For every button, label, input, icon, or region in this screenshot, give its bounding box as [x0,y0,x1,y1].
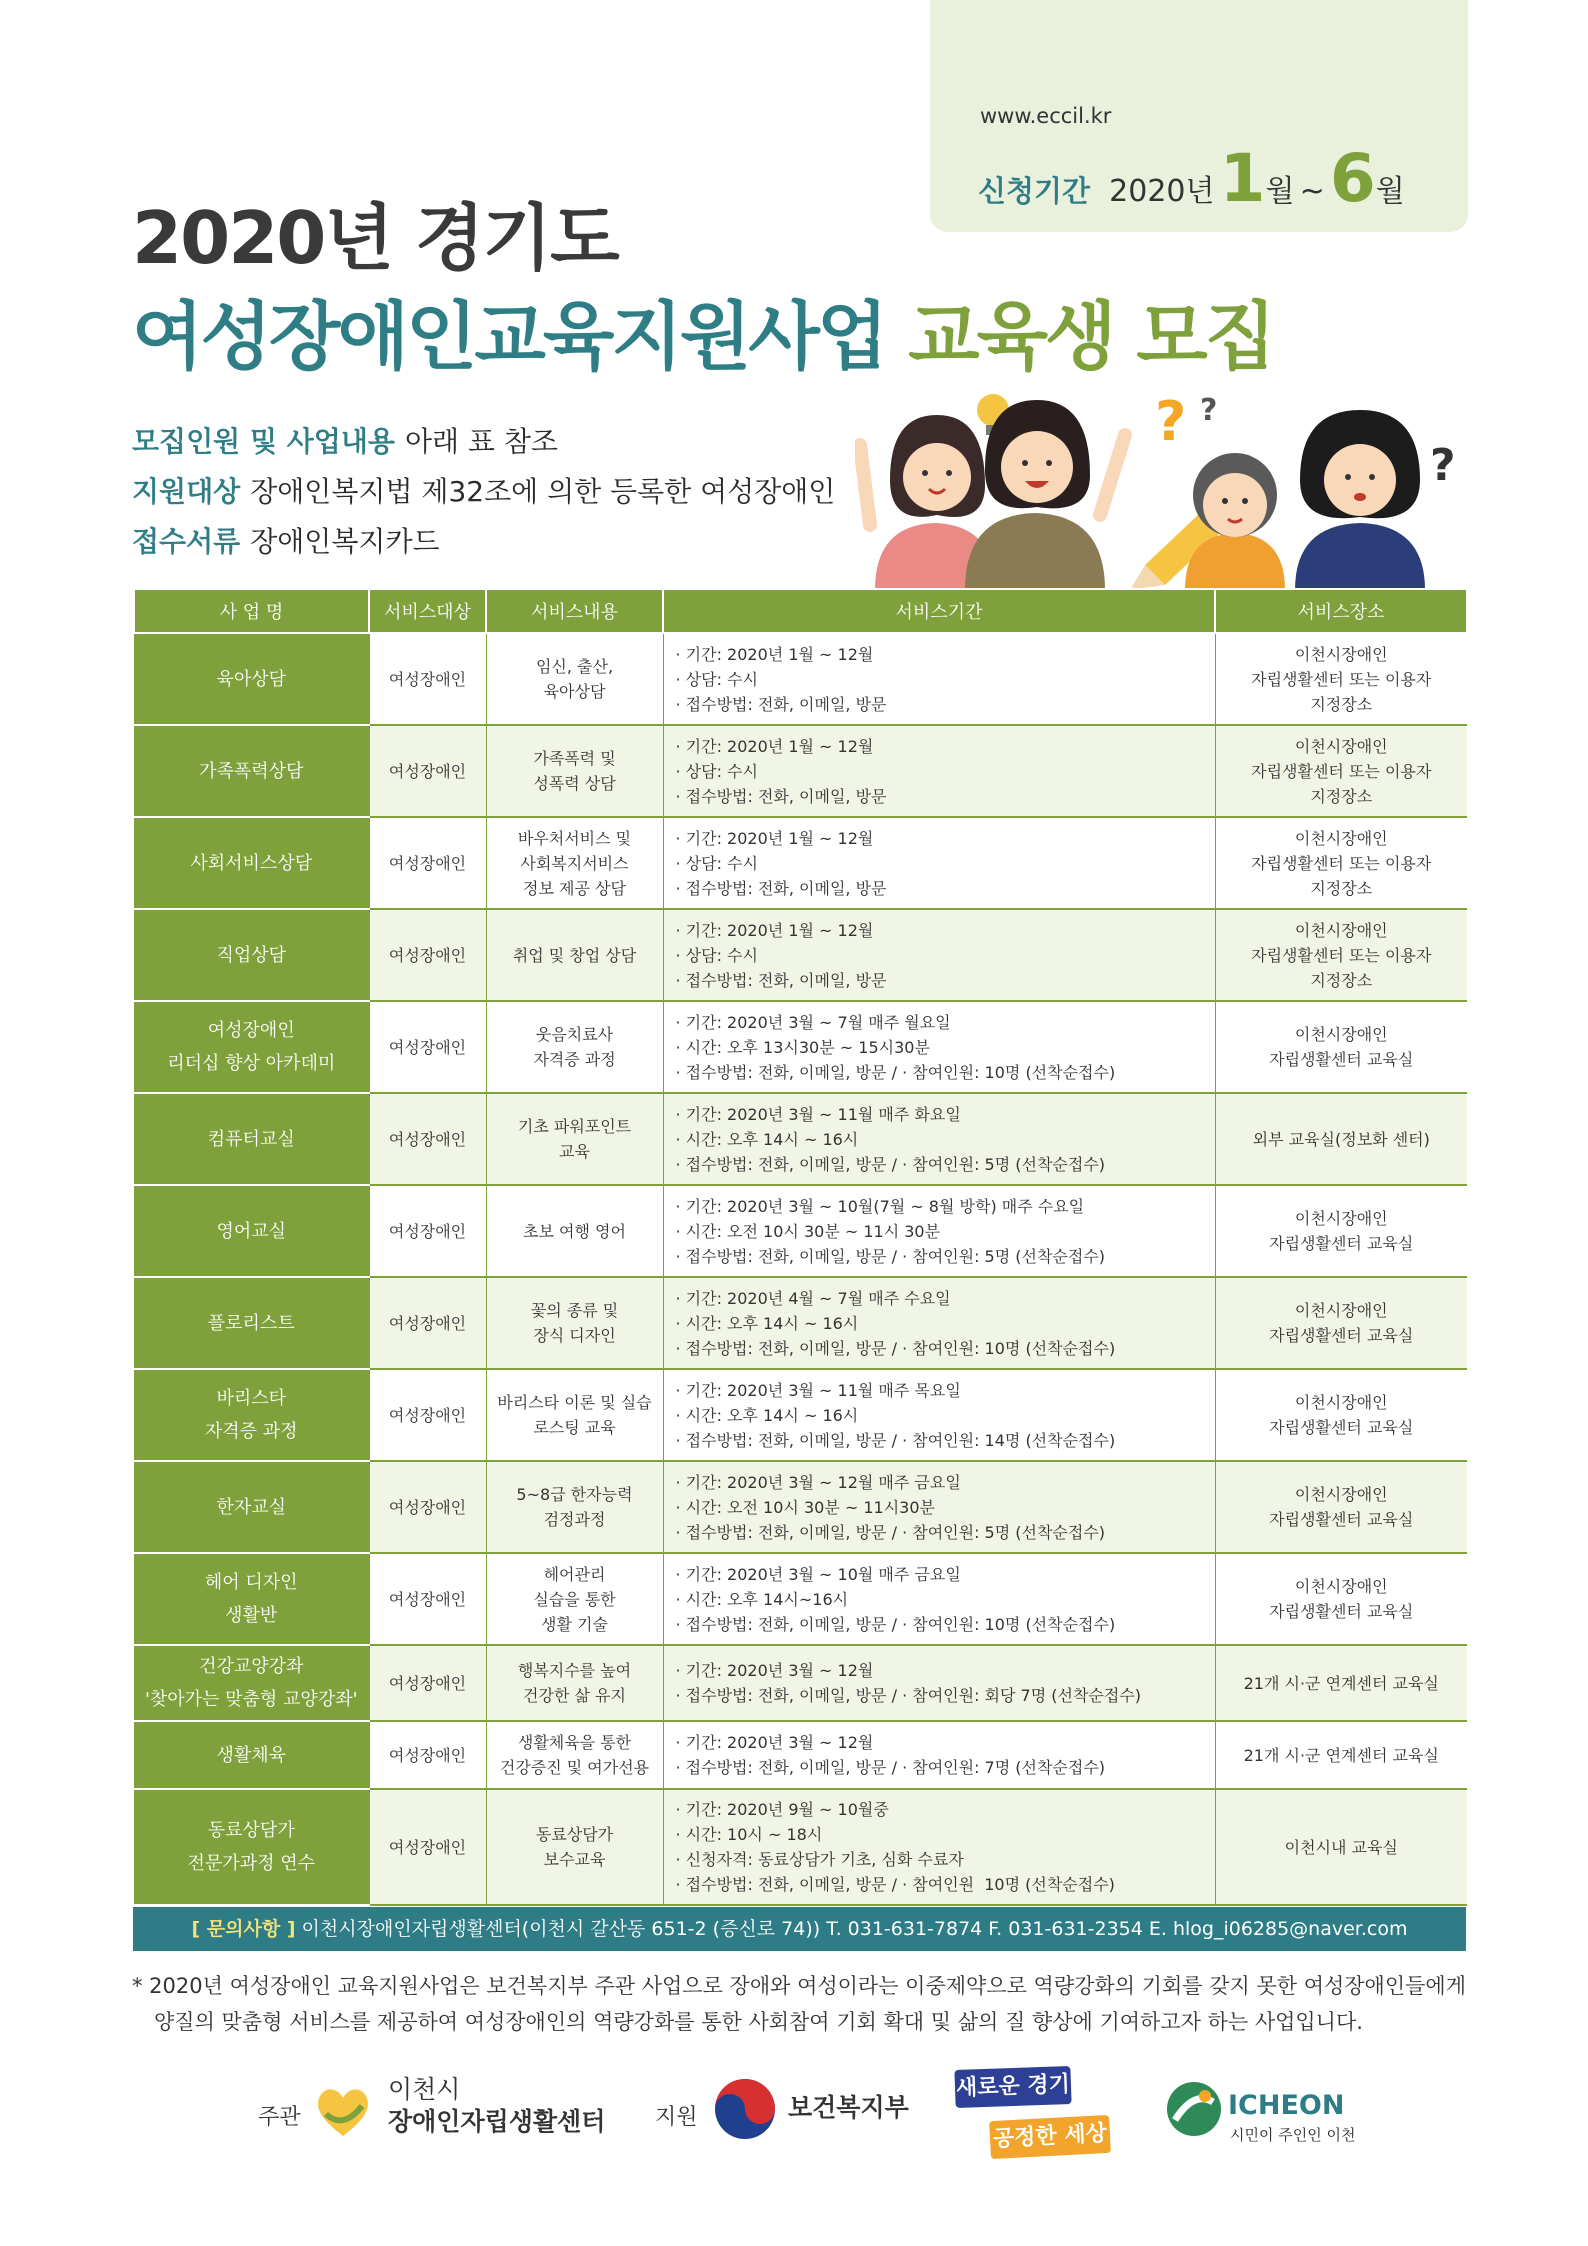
row-place-cell: 이천시장애인 자립생활센터 또는 이용자 지정장소 [1215,817,1467,909]
row-target-cell: 여성장애인 [369,1461,486,1553]
table-row [134,1789,1467,1905]
row-content-cell: 초보 여행 영어 [486,1185,663,1277]
table-row [134,1093,1467,1185]
row-name-cell: 생활체육 [134,1721,369,1789]
row-place-cell: 21개 시·군 연계센터 교육실 [1215,1645,1467,1721]
row-place-cell: 이천시장애인 자립생활센터 교육실 [1215,1277,1467,1369]
row-target-cell: 여성장애인 [369,1369,486,1461]
table-row [134,1369,1467,1461]
period-month1: 월 [1265,174,1295,209]
row-name-cell: 사회서비스상담 [134,817,369,909]
host-label: 주관 [258,2105,301,2130]
contact-text: 이천시장애인자립생활센터(이천시 갈산동 651-2 (증신로 74)) T. 031-631-7874 F. 031-631-2354 E. hlog_i06285@naver.com [301,1918,1408,1940]
row-place-cell: 이천시장애인 자립생활센터 또는 이용자 지정장소 [1215,909,1467,1001]
period-year: 2020년 [1109,174,1215,209]
row-target-cell: 여성장애인 [369,1277,486,1369]
icheon-logo-icon [1165,2080,1223,2138]
table-row [134,909,1467,1001]
row-target-cell: 여성장애인 [369,725,486,817]
footnote-line2: 양질의 맞춤형 서비스를 제공하여 여성장애인의 역량강화를 통한 사회참여 기회 확대 및 삶의 질 향상에 기여하고자 하는 사업입니다. [154,2010,1363,2034]
row-content-cell: 바리스타 이론 및 실습 로스팅 교육 [486,1369,663,1461]
table-row [134,1553,1467,1645]
application-period [978,140,1405,217]
period-start: 1 [1219,140,1266,217]
host-name-1: 이천시 [388,2075,461,2104]
row-content-cell: 바우처서비스 및 사회복지서비스 정보 제공 상담 [486,817,663,909]
row-period-cell: · 기간: 2020년 3월 ~ 11월 매주 목요일 · 시간: 오후 14시 ~ 16시 · 접수방법: 전화, 이메일, 방문 / · 참여인원: 14명 (선착순접수) [663,1369,1215,1461]
contact-bar [133,1907,1466,1951]
row-name-cell: 육아상담 [134,633,369,725]
period-month2: 월 [1375,174,1405,209]
service-table [133,588,1468,1906]
col-header-target: 서비스대상 [369,589,486,633]
icheon-logo-text: ICHEON [1228,2090,1345,2121]
row-name-cell: 영어교실 [134,1185,369,1277]
row-period-cell: · 기간: 2020년 3월 ~ 10월(7월 ~ 8월 방학) 매주 수요일 · 시간: 오전 10시 30분 ~ 11시 30분 · 접수방법: 전화, 이메일, 방문 / · 참여인원: 5명 (선착순접수) [663,1185,1215,1277]
women-illustration [855,385,1465,590]
row-content-cell: 취업 및 창업 상담 [486,909,663,1001]
row-period-cell: · 기간: 2020년 3월 ~ 11월 매주 화요일 · 시간: 오후 14시 ~ 16시 · 접수방법: 전화, 이메일, 방문 / · 참여인원: 5명 (선착순접수) [663,1093,1215,1185]
info-value: 아래 표 참조 [404,425,558,458]
row-period-cell: · 기간: 2020년 3월 ~ 12월 매주 금요일 · 시간: 오전 10시 30분 ~ 11시30분 · 접수방법: 전화, 이메일, 방문 / · 참여인원: 5명 (선착순접수) [663,1461,1215,1553]
footnote [132,1968,1472,2040]
support-label: 지원 [655,2105,698,2130]
table-row [134,1721,1467,1789]
row-content-cell: 기초 파워포인트 교육 [486,1093,663,1185]
row-period-cell: · 기간: 2020년 1월 ~ 12월 · 상담: 수시 · 접수방법: 전화, 이메일, 방문 [663,633,1215,725]
row-period-cell: · 기간: 2020년 1월 ~ 12월 · 상담: 수시 · 접수방법: 전화, 이메일, 방문 [663,909,1215,1001]
row-target-cell: 여성장애인 [369,1093,486,1185]
row-period-cell: · 기간: 2020년 4월 ~ 7월 매주 수요일 · 시간: 오후 14시 ~ 16시 · 접수방법: 전화, 이메일, 방문 / · 참여인원: 10명 (선착순접수) [663,1277,1215,1369]
taegeuk-logo-icon [712,2076,778,2142]
table-row [134,725,1467,817]
row-place-cell: 외부 교육실(정보화 센터) [1215,1093,1467,1185]
row-period-cell: · 기간: 2020년 9월 ~ 10월중 · 시간: 10시 ~ 18시 · 신청자격: 동료상담가 기초, 심화 수료자 · 접수방법: 전화, 이메일, 방문 / · 참여인원 10명 (선착순접수) [663,1789,1215,1905]
row-target-cell: 여성장애인 [369,1789,486,1905]
row-content-cell: 임신, 출산, 육아상담 [486,633,663,725]
row-target-cell: 여성장애인 [369,1645,486,1721]
row-target-cell: 여성장애인 [369,1001,486,1093]
period-end: 6 [1329,140,1376,217]
row-name-cell: 동료상담가 전문가과정 연수 [134,1789,369,1905]
table-header-row [134,589,1467,633]
row-content-cell: 가족폭력 및 성폭력 상담 [486,725,663,817]
row-place-cell: 이천시장애인 자립생활센터 교육실 [1215,1461,1467,1553]
row-period-cell: · 기간: 2020년 3월 ~ 12월 · 접수방법: 전화, 이메일, 방문 / · 참여인원: 7명 (선착순접수) [663,1721,1215,1789]
row-place-cell: 이천시장애인 자립생활센터 교육실 [1215,1369,1467,1461]
title-main: 여성장애인교육지원사업 [132,294,886,380]
row-place-cell: 이천시장애인 자립생활센터 교육실 [1215,1001,1467,1093]
col-header-place: 서비스장소 [1215,589,1467,633]
info-documents [132,520,440,560]
table-row [134,1001,1467,1093]
row-content-cell: 생활체육을 통한 건강증진 및 여가선용 [486,1721,663,1789]
page-title-line2 [132,278,1273,384]
period-sep: ~ [1299,174,1325,209]
col-header-name: 사 업 명 [134,589,369,633]
col-header-content: 서비스내용 [486,589,663,633]
table-row [134,1277,1467,1369]
row-place-cell: 이천시장애인 자립생활센터 또는 이용자 지정장소 [1215,725,1467,817]
row-place-cell: 이천시장애인 자립생활센터 교육실 [1215,1185,1467,1277]
svg-text:?: ? [1430,440,1456,491]
row-period-cell: · 기간: 2020년 3월 ~ 10월 매주 금요일 · 시간: 오후 14시~16시 · 접수방법: 전화, 이메일, 방문 / · 참여인원: 10명 (선착순접수) [663,1553,1215,1645]
table-row [134,1645,1467,1721]
info-key: 지원대상 [132,475,241,508]
row-name-cell: 바리스타 자격증 과정 [134,1369,369,1461]
woman-navy [1295,410,1425,590]
row-name-cell: 여성장애인 리더십 향상 아카데미 [134,1001,369,1093]
row-name-cell: 컴퓨터교실 [134,1093,369,1185]
info-value: 장애인복지법 제32조에 의한 등록한 여성장애인 [250,475,836,508]
website-url[interactable]: www.eccil.kr [980,104,1112,128]
contact-label: [ 문의사항 ] [191,1918,296,1940]
row-place-cell: 이천시장애인 자립생활센터 교육실 [1215,1553,1467,1645]
row-target-cell: 여성장애인 [369,1185,486,1277]
title-accent: 교육생 모집 [908,294,1274,380]
row-name-cell: 직업상담 [134,909,369,1001]
row-period-cell: · 기간: 2020년 1월 ~ 12월 · 상담: 수시 · 접수방법: 전화, 이메일, 방문 [663,725,1215,817]
heart-logo-icon [312,2080,374,2142]
table-row [134,1461,1467,1553]
row-name-cell: 플로리스트 [134,1277,369,1369]
gyeonggi-badge-1: 새로운 경기 [954,2066,1071,2108]
row-target-cell: 여성장애인 [369,633,486,725]
row-content-cell: 웃음치료사 자격증 과정 [486,1001,663,1093]
period-label: 신청기간 [978,174,1091,208]
table-row [134,633,1467,725]
row-place-cell: 이천시장애인 자립생활센터 또는 이용자 지정장소 [1215,633,1467,725]
page-title-line1: 2020년 경기도 [132,196,618,280]
footnote-line1: * 2020년 여성장애인 교육지원사업은 보건복지부 주관 사업으로 장애와 여성이라는 이중제약으로 역량강화의 기회를 갖지 못한 여성장애인들에게 [132,1974,1466,1998]
row-content-cell: 5~8급 한자능력 검정과정 [486,1461,663,1553]
row-content-cell: 꽃의 종류 및 장식 디자인 [486,1277,663,1369]
question-mark-icon: ? [1155,390,1187,453]
row-period-cell: · 기간: 2020년 3월 ~ 7월 매주 월요일 · 시간: 오후 13시30분 ~ 15시30분 · 접수방법: 전화, 이메일, 방문 / · 참여인원: 10명 (선착순접수) [663,1001,1215,1093]
row-target-cell: 여성장애인 [369,817,486,909]
row-period-cell: · 기간: 2020년 3월 ~ 12월 · 접수방법: 전화, 이메일, 방문 / · 참여인원: 회당 7명 (선착순접수) [663,1645,1215,1721]
row-target-cell: 여성장애인 [369,1553,486,1645]
col-header-period: 서비스기간 [663,589,1215,633]
gyeonggi-badge-2: 공정한 세상 [989,2115,1111,2159]
row-target-cell: 여성장애인 [369,1721,486,1789]
table-row [134,1185,1467,1277]
row-place-cell: 21개 시·군 연계센터 교육실 [1215,1721,1467,1789]
info-key: 접수서류 [132,525,241,558]
row-period-cell: · 기간: 2020년 1월 ~ 12월 · 상담: 수시 · 접수방법: 전화, 이메일, 방문 [663,817,1215,909]
host-name-2: 장애인자립생활센터 [388,2107,606,2136]
info-value: 장애인복지카드 [250,525,440,558]
svg-text:?: ? [1200,393,1218,428]
row-place-cell: 이천시내 교육실 [1215,1789,1467,1905]
row-content-cell: 행복지수를 높여 건강한 삶 유지 [486,1645,663,1721]
row-name-cell: 한자교실 [134,1461,369,1553]
row-target-cell: 여성장애인 [369,909,486,1001]
row-content-cell: 동료상담가 보수교육 [486,1789,663,1905]
row-name-cell: 가족폭력상담 [134,725,369,817]
info-recruit [132,420,558,460]
info-target [132,470,835,510]
ministry-name: 보건복지부 [788,2093,909,2122]
row-content-cell: 헤어관리 실습을 통한 생활 기술 [486,1553,663,1645]
row-name-cell: 헤어 디자인 생활반 [134,1553,369,1645]
row-name-cell: 건강교양강좌 '찾아가는 맞춤형 교양강좌' [134,1645,369,1721]
table-row [134,817,1467,909]
info-key: 모집인원 및 사업내용 [132,425,395,458]
icheon-slogan: 시민이 주인인 이천 [1230,2126,1356,2144]
